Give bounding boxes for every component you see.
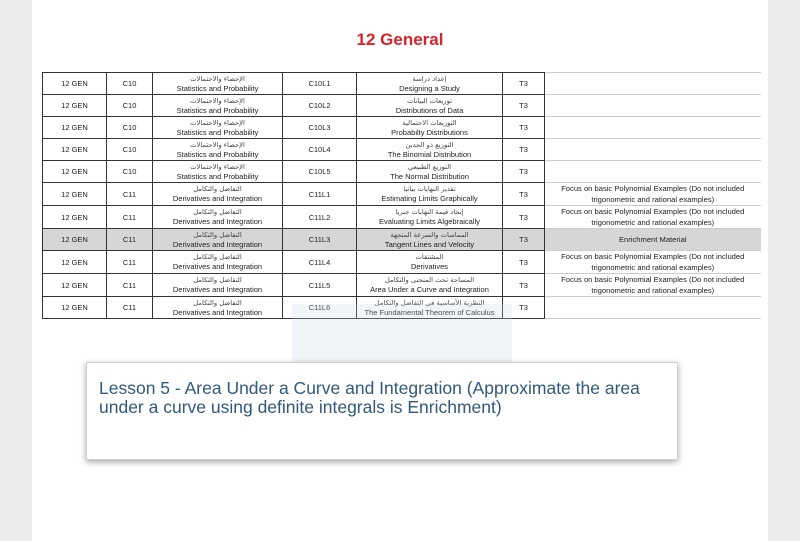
unit-title-ar: التفاضل والتكامل <box>193 253 242 261</box>
lesson-title-en: Area Under a Curve and Integration <box>370 285 489 294</box>
term-cell: T3 <box>503 161 545 183</box>
lesson-code-cell: C11L6 <box>283 297 357 319</box>
unit-title-en: Derivatives and Integration <box>172 217 263 226</box>
table-row <box>43 73 761 95</box>
unit-cell: C11 <box>107 274 153 297</box>
lesson-title-ar: التوزيعات الاحتمالية <box>402 118 457 127</box>
note-cell <box>545 73 761 95</box>
lesson-code-cell: C11L3 <box>283 229 357 251</box>
unit-title-en: Derivatives and Integration <box>172 262 263 271</box>
unit-cell: C10 <box>107 117 153 139</box>
grade-cell: 12 GEN <box>43 183 107 206</box>
curriculum-table <box>42 72 761 319</box>
grade-cell: 12 GEN <box>43 139 107 161</box>
unit-title-ar: التفاضل والتكامل <box>193 185 242 193</box>
note-cell: Focus on basic Polynomial Examples (Do not included trigonometric and rational examples) <box>545 251 761 274</box>
unit-cell: C11 <box>107 206 153 229</box>
lesson-title-cell <box>357 229 503 251</box>
lesson-code-cell: C10L1 <box>283 73 357 95</box>
unit-title-en: Derivatives and Integration <box>172 239 263 249</box>
lesson-code-cell: C11L5 <box>283 274 357 297</box>
lesson-title-ar: المشتقات <box>415 253 444 261</box>
unit-title-en: Statistics and Probability <box>176 105 259 115</box>
unit-title-en: Statistics and Probability <box>176 171 259 181</box>
unit-title-ar: الإحصاء والاحتمالات <box>190 74 245 83</box>
lesson-title-cell <box>357 206 503 229</box>
table-row <box>43 297 761 319</box>
lesson-title-cell <box>357 161 503 183</box>
term-cell: T3 <box>503 229 545 251</box>
unit-title-ar: التفاضل والتكامل <box>193 276 242 284</box>
lesson-title-ar: إعداد دراسة <box>412 74 447 83</box>
unit-title-en: Statistics and Probability <box>176 83 259 93</box>
lesson-code-cell: C10L5 <box>283 161 357 183</box>
table-row <box>43 251 761 274</box>
lesson-code-cell: C10L4 <box>283 139 357 161</box>
unit-cell: C11 <box>107 297 153 319</box>
curriculum-table-wrapper <box>42 72 760 319</box>
unit-title-cell <box>153 274 283 297</box>
grade-cell: 12 GEN <box>43 297 107 319</box>
note-cell <box>545 161 761 183</box>
lesson-title-en: Designing a Study <box>399 83 460 93</box>
lesson-title-cell <box>357 251 503 274</box>
lesson-title-ar: النظرية الأساسية في التفاضل والتكامل <box>374 298 485 307</box>
unit-title-cell <box>153 229 283 251</box>
note-cell <box>545 117 761 139</box>
unit-title-ar: الإحصاء والاحتمالات <box>190 140 245 149</box>
lesson-title-en: Evaluating Limits Algebraically <box>379 217 480 226</box>
grade-cell: 12 GEN <box>43 73 107 95</box>
unit-title-cell <box>153 206 283 229</box>
unit-title-en: Statistics and Probability <box>176 149 259 159</box>
grade-cell: 12 GEN <box>43 117 107 139</box>
note-cell <box>545 297 761 319</box>
unit-title-en: Derivatives and Integration <box>172 285 263 294</box>
unit-title-ar: التفاضل والتكامل <box>193 230 242 239</box>
unit-title-cell <box>153 95 283 117</box>
lesson-code-cell: C10L2 <box>283 95 357 117</box>
lesson-title-en: Tangent Lines and Velocity <box>384 239 475 249</box>
lesson-title-en: Distributions of Data <box>395 105 464 115</box>
table-row <box>43 117 761 139</box>
unit-cell: C10 <box>107 95 153 117</box>
unit-cell: C11 <box>107 183 153 206</box>
unit-title-cell <box>153 161 283 183</box>
note-cell: Focus on basic Polynomial Examples (Do not included trigonometric and rational examples) <box>545 183 761 206</box>
unit-title-ar: الإحصاء والاحتمالات <box>190 96 245 105</box>
lesson-title-ar: التوزيع ذو الحدين <box>405 140 454 149</box>
unit-title-cell <box>153 183 283 206</box>
lesson-title-en: The Fundamental Theorem of Calculus <box>364 307 495 317</box>
note-cell: Focus on basic Polynomial Examples (Do not included trigonometric and rational examples) <box>545 206 761 229</box>
lesson-title-en: Estimating Limits Graphically <box>381 194 478 203</box>
lesson-title-cell <box>357 183 503 206</box>
document-page <box>32 0 768 541</box>
table-row <box>43 95 761 117</box>
lesson-title-en: Derivatives <box>410 262 449 271</box>
table-row <box>43 274 761 297</box>
term-cell: T3 <box>503 117 545 139</box>
term-cell: T3 <box>503 139 545 161</box>
unit-title-cell <box>153 251 283 274</box>
lesson-title-cell <box>357 139 503 161</box>
lesson-title-cell <box>357 297 503 319</box>
grade-cell: 12 GEN <box>43 274 107 297</box>
unit-title-cell <box>153 297 283 319</box>
term-cell: T3 <box>503 297 545 319</box>
unit-title-en: Derivatives and Integration <box>172 307 263 317</box>
lesson-note-box <box>86 362 678 460</box>
unit-title-ar: الإحصاء والاحتمالات <box>190 118 245 127</box>
unit-title-cell <box>153 73 283 95</box>
grade-cell: 12 GEN <box>43 161 107 183</box>
lesson-title-cell <box>357 73 503 95</box>
unit-cell: C11 <box>107 229 153 251</box>
unit-title-ar: الإحصاء والاحتمالات <box>190 162 245 171</box>
unit-title-cell <box>153 139 283 161</box>
unit-cell: C11 <box>107 251 153 274</box>
lesson-code-cell: C10L3 <box>283 117 357 139</box>
lesson-title-en: The Normal Distribution <box>390 171 469 181</box>
term-cell: T3 <box>503 274 545 297</box>
table-row <box>43 139 761 161</box>
table-row-enrichment <box>43 229 761 251</box>
lesson-title-ar: تقدير النهايات بيانيا <box>403 185 456 193</box>
lesson-note-text: Lesson 5 - Area Under a Curve and Integration (Approximate the area under a curve using definite integrals is Enrichment) <box>99 378 640 417</box>
grade-cell: 12 GEN <box>43 95 107 117</box>
page-title: 12 General <box>356 30 444 49</box>
grade-cell: 12 GEN <box>43 206 107 229</box>
term-cell: T3 <box>503 183 545 206</box>
note-cell: Enrichment Material <box>545 229 761 251</box>
term-cell: T3 <box>503 73 545 95</box>
grade-cell: 12 GEN <box>43 229 107 251</box>
table-row <box>43 206 761 229</box>
term-cell: T3 <box>503 251 545 274</box>
lesson-code-cell: C11L4 <box>283 251 357 274</box>
lesson-title-ar: إيجاد قيمة النهايات جبريا <box>395 208 464 216</box>
lesson-title-en: Probabilty Distributions <box>391 127 468 137</box>
unit-cell: C10 <box>107 139 153 161</box>
note-cell: Focus on basic Polynomial Examples (Do not included trigonometric and rational examples) <box>545 274 761 297</box>
lesson-title-ar: المساحة تحت المنحنى والتكامل <box>384 276 475 284</box>
grade-cell: 12 GEN <box>43 251 107 274</box>
term-cell: T3 <box>503 95 545 117</box>
note-cell <box>545 95 761 117</box>
lesson-code-cell: C11L1 <box>283 183 357 206</box>
unit-title-en: Derivatives and Integration <box>172 194 263 203</box>
lesson-title-cell <box>357 274 503 297</box>
lesson-title-en: The Binomial Distribution <box>387 149 472 159</box>
unit-title-en: Statistics and Probability <box>176 127 259 137</box>
lesson-title-cell <box>357 95 503 117</box>
lesson-title-cell <box>357 117 503 139</box>
table-row <box>43 183 761 206</box>
unit-title-cell <box>153 117 283 139</box>
unit-title-ar: التفاضل والتكامل <box>193 298 242 307</box>
note-cell <box>545 139 761 161</box>
lesson-title-ar: توزيعات البيانات <box>407 96 452 105</box>
term-cell: T3 <box>503 206 545 229</box>
lesson-title-ar: المماسات والسرعة المتجهة <box>390 230 469 239</box>
unit-title-ar: التفاضل والتكامل <box>193 208 242 216</box>
lesson-title-ar: التوزيع الطبيعي <box>407 162 452 171</box>
unit-cell: C10 <box>107 161 153 183</box>
unit-cell: C10 <box>107 73 153 95</box>
table-body <box>43 73 761 319</box>
table-row <box>43 161 761 183</box>
lesson-code-cell: C11L2 <box>283 206 357 229</box>
